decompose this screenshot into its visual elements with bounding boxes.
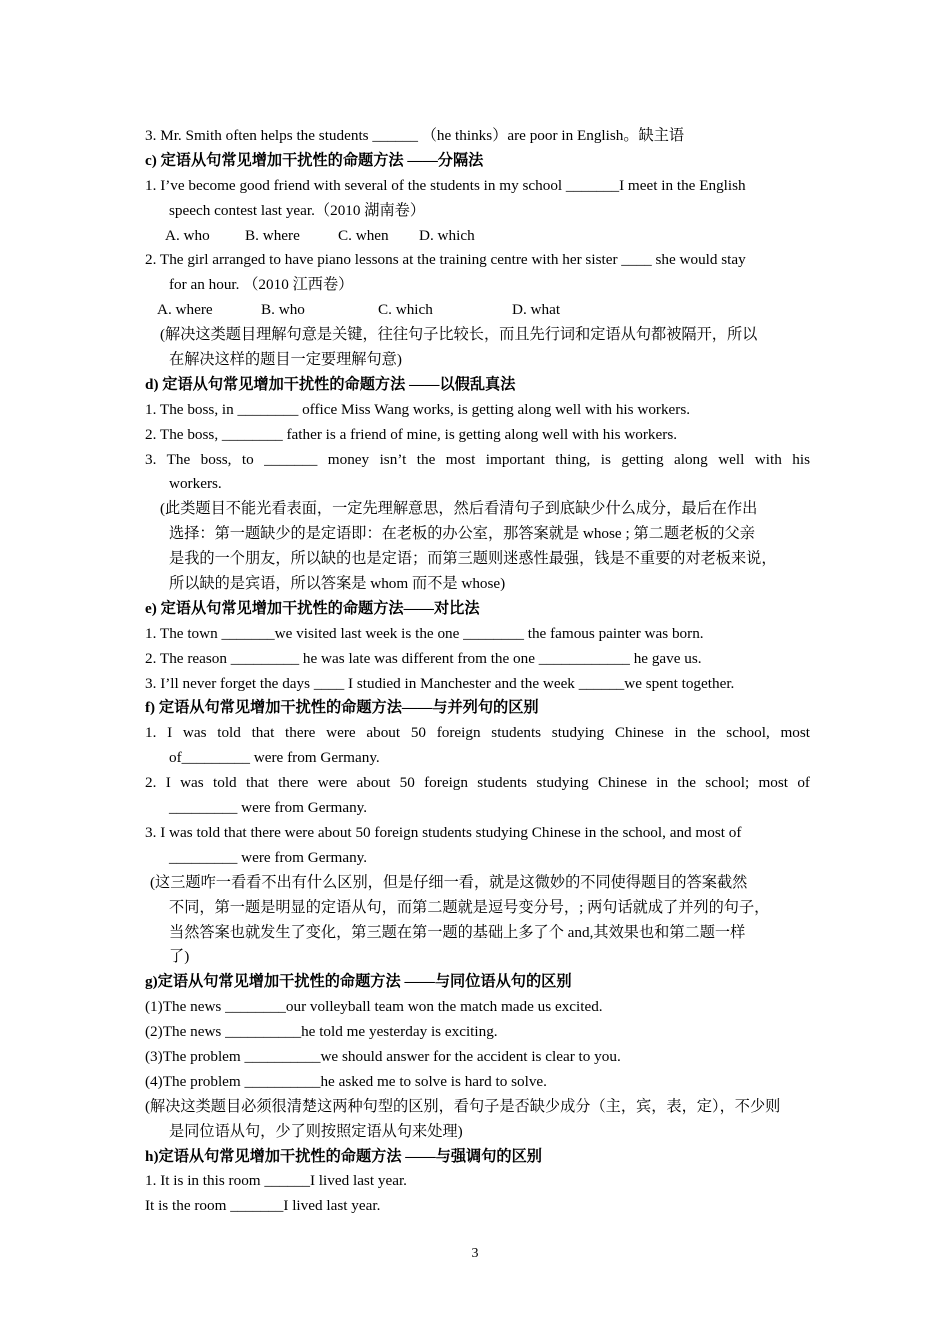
text-line: (2)The news __________he told me yesterday is exciting.: [145, 1023, 498, 1041]
text-line: 1. I’ve become good friend with several of the students in my school _______I meet in the English: [145, 176, 746, 194]
text-line: _________ were from Germany.: [169, 848, 368, 866]
option-b: B. where: [245, 226, 300, 244]
note-line: (解决这类题目理解句意是关键，往往句子比较长，而且先行词和定语从句都被隔开，所以: [160, 326, 758, 344]
option-c: C. which: [378, 301, 433, 319]
section-heading-d: d) 定语从句常见增加干扰性的命题方法 ——以假乱真法: [145, 375, 516, 393]
option-d: D. which: [419, 226, 475, 244]
note-line: 是我的一个朋友，所以缺的也是定语；而第三题则迷惑性最强，钱是不重要的对老板来说，: [169, 550, 777, 568]
section-heading-g: g)定语从句常见增加干扰性的命题方法 ——与同位语从句的区别: [145, 973, 572, 991]
option-a: A. where: [157, 301, 213, 319]
text-line: (4)The problem __________he asked me to solve is hard to solve.: [145, 1072, 547, 1090]
document-body: [145, 124, 810, 1219]
section-heading-h: h)定语从句常见增加干扰性的命题方法 ——与强调句的区别: [145, 1147, 542, 1165]
text-line: 3. I was told that there were about 50 foreign students studying Chinese in the school, and most of: [145, 823, 742, 841]
text-line: 2. I was told that there were about 50 foreign students studying Chinese in the school; most of: [145, 774, 810, 792]
text-line: 1. The boss, in ________ office Miss Wang works, is getting along well with his workers.: [145, 400, 691, 418]
text-line: _________ were from Germany.: [169, 799, 368, 817]
note-line: (解决这类题目必须很清楚这两种句型的区别，看句子是否缺少成分（主，宾，表，定），不少则: [145, 1097, 781, 1115]
note-line: 选择：第一题缺少的是定语即：在老板的办公室，那答案就是 whose ; 第二题老板的父亲: [169, 525, 755, 543]
text-line: for an hour. （2010 江西卷）: [169, 276, 354, 294]
text-line: 3. I’ll never forget the days ____ I studied in Manchester and the week ______we spent together.: [145, 674, 735, 692]
text-line: workers.: [169, 475, 222, 493]
text-line: of_________ were from Germany.: [169, 749, 380, 767]
option-d: D. what: [512, 301, 561, 319]
section-heading-f: f) 定语从句常见增加干扰性的命题方法——与并列句的区别: [145, 699, 539, 717]
page-number: 3: [471, 1246, 479, 1261]
text-line: 3. The boss, to _______ money isn’t the most important thing, is getting along well with his: [145, 450, 810, 468]
text-line: speech contest last year.（2010 湖南卷）: [169, 201, 426, 219]
options-row-q1: [145, 224, 810, 249]
note-line: (这三题咋一看看不出有什么区别，但是仔细一看，就是这微妙的不同使得题目的答案截然: [150, 873, 748, 891]
text-line: 1. It is in this room ______I lived last year.: [145, 1172, 407, 1190]
option-c: C. when: [338, 226, 389, 244]
options-row-q2: [145, 298, 810, 323]
note-line: 不同，第一题是明显的定语从句，而第二题就是逗号变分号，; 两句话就成了并列的句子，: [169, 898, 770, 916]
text-line: It is the room _______I lived last year.: [145, 1197, 381, 1215]
text-line: 2. The boss, ________ father is a friend of mine, is getting along well with his workers.: [145, 425, 678, 443]
section-heading-e: e) 定语从句常见增加干扰性的命题方法——对比法: [145, 599, 480, 617]
note-line: (此类题目不能光看表面，一定先理解意思，然后看清句子到底缺少什么成分，最后在作出: [160, 500, 758, 518]
text-line: 3. Mr. Smith often helps the students ______ （he thinks）are poor in English。缺主语: [145, 127, 685, 144]
text-line: 2. The reason _________ he was late was different from the one ____________ he gave us.: [145, 649, 702, 667]
section-heading-c: c) 定语从句常见增加干扰性的命题方法 ——分隔法: [145, 151, 484, 169]
option-b: B. who: [261, 301, 305, 319]
text-line: 1. I was told that there were about 50 foreign students studying Chinese in the school, most: [145, 724, 810, 742]
text-line: (3)The problem __________we should answer for the accident is clear to you.: [145, 1047, 621, 1065]
option-a: A. who: [165, 226, 210, 244]
note-line: 在解决这样的题目一定要理解句意): [169, 351, 402, 369]
text-line: 1. The town _______we visited last week is the one ________ the famous painter was born.: [145, 624, 704, 642]
text-line: 2. The girl arranged to have piano lessons at the training centre with her sister ____ she would stay: [145, 251, 746, 269]
note-line: 所以缺的是宾语，所以答案是 whom 而不是 whose): [169, 575, 506, 593]
note-line: 是同位语从句，少了则按照定语从句来处理): [169, 1122, 463, 1140]
note-line: 当然答案也就发生了变化，第三题在第一题的基础上多了个 and,其效果也和第二题一样: [169, 923, 746, 941]
note-line: 了): [169, 948, 190, 966]
text-line: (1)The news ________our volleyball team won the match made us excited.: [145, 998, 603, 1016]
